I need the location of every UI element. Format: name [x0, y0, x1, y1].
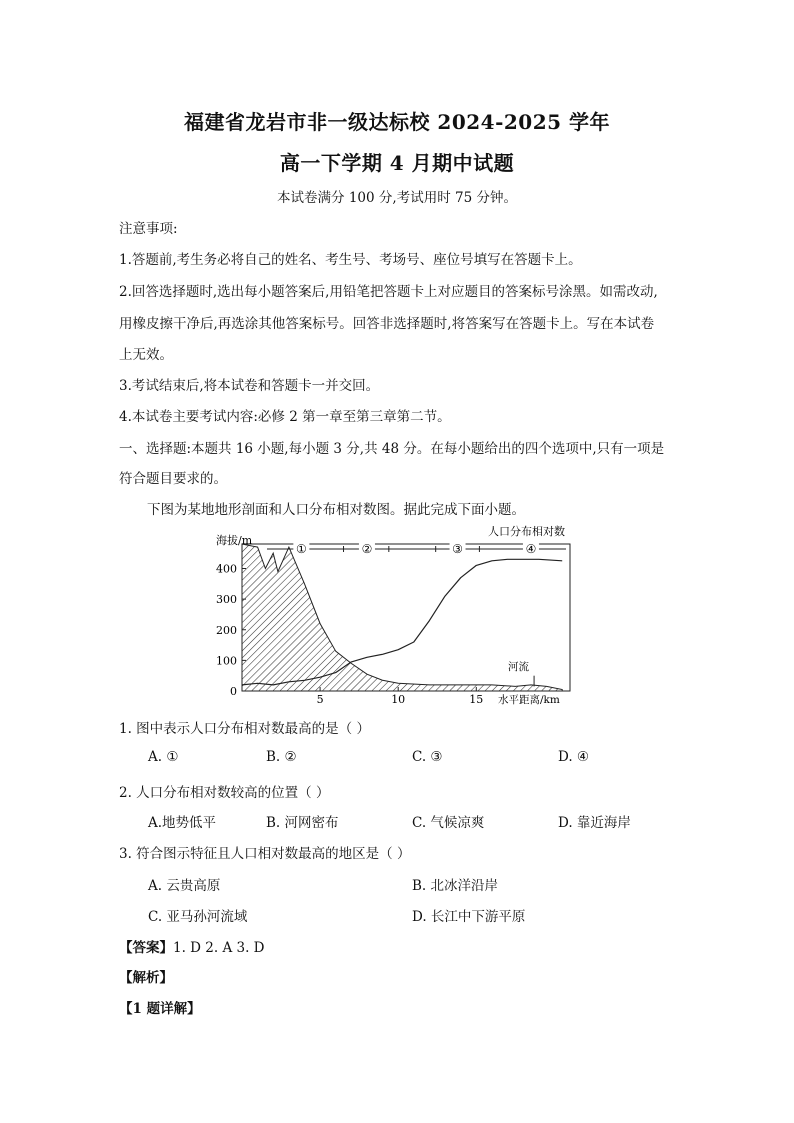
- figure-intro: 下图为某地地形剖面和人口分布相对数图。据此完成下面小题。: [147, 502, 525, 518]
- note-item-2-line-3: 上无效。: [119, 347, 173, 363]
- x-tick-label: 15: [469, 693, 484, 706]
- river-label: 河流: [508, 661, 529, 673]
- title-line-1: 福建省龙岩市非一级达标校 2024-2025 学年: [183, 110, 611, 134]
- zone-label: ②: [361, 542, 373, 556]
- zone-label: ③: [452, 542, 463, 556]
- exam-subtitle: 本试卷满分 100 分,考试用时 75 分钟。: [277, 190, 517, 206]
- q2-option-a[interactable]: A.地势低平: [148, 815, 217, 831]
- q1-option-d[interactable]: D. ④: [558, 749, 590, 765]
- q3-option-d[interactable]: D. 长江中下游平原: [412, 909, 526, 925]
- x-tick-label: 10: [391, 693, 406, 706]
- q1-option-c[interactable]: C. ③: [412, 749, 443, 765]
- note-item-2-line-2: 用橡皮擦干净后,再选涂其他答案标号。回答非选择题时,将答案写在答题卡上。写在本试卷: [119, 316, 655, 332]
- title-line-2: 高一下学期 4 月期中试题: [279, 151, 515, 175]
- section-instruction-line-2: 符合题目要求的。: [119, 471, 227, 487]
- note-item-4: 4.本试卷主要考试内容:必修 2 第一章至第三章第二节。: [119, 409, 451, 425]
- q3-option-c[interactable]: C. 亚马孙河流域: [148, 909, 248, 925]
- y-tick-label: 100: [216, 654, 237, 668]
- note-item-2-line-1: 2.回答选择题时,选出每小题答案后,用铅笔把答题卡上对应题目的答案标号涂黑。如需改动,: [119, 284, 658, 300]
- y-tick-label: 400: [216, 562, 237, 576]
- question-2-stem: 2. 人口分布相对数较高的位置（ ）: [119, 785, 330, 801]
- note-item-3: 3.考试结束后,将本试卷和答题卡一并交回。: [119, 378, 380, 394]
- q2-option-d[interactable]: D. 靠近海岸: [558, 815, 631, 831]
- section-instruction-line-1: 一、选择题:本题共 16 小题,每小题 3 分,共 48 分。在每小题给出的四个选项中,只有一项是: [119, 441, 665, 457]
- x-tick-label: 5: [316, 693, 324, 706]
- zone-label: ④: [525, 542, 537, 556]
- q2-option-c[interactable]: C. 气候凉爽: [412, 815, 485, 831]
- q1-option-a[interactable]: A. ①: [148, 749, 179, 765]
- y-tick-label: 300: [216, 593, 237, 607]
- y-tick-label: 0: [230, 685, 237, 698]
- terrain-population-figure: [210, 520, 590, 710]
- q3-option-b[interactable]: B. 北冰洋沿岸: [412, 878, 499, 894]
- question-1-stem: 1. 图中表示人口分布相对数最高的是（ ）: [119, 721, 370, 737]
- question-3-stem: 3. 符合图示特征且人口相对数最高的地区是（ ）: [119, 846, 411, 862]
- analysis-heading: 【解析】: [119, 970, 173, 986]
- y-axis-label: 海拔/m: [216, 534, 253, 547]
- answer-values: 1. D 2. A 3. D: [173, 940, 265, 956]
- population-label: 人口分布相对数: [488, 525, 565, 538]
- zone-label: ①: [295, 542, 307, 556]
- note-item-1: 1.答题前,考生务必将自己的姓名、考生号、考场号、座位号填写在答题卡上。: [119, 252, 582, 268]
- y-tick-label: 200: [216, 623, 237, 637]
- q1-detail-heading: 【1 题详解】: [119, 1001, 201, 1017]
- notes-heading: 注意事项:: [119, 221, 178, 237]
- answer-line: [119, 936, 265, 956]
- q1-option-b[interactable]: B. ②: [266, 749, 297, 765]
- answer-label: 【答案】: [119, 940, 173, 956]
- q2-option-b[interactable]: B. 河网密布: [266, 815, 339, 831]
- q3-option-a[interactable]: A. 云贵高原: [148, 878, 221, 894]
- x-axis-label: 水平距离/km: [498, 694, 560, 706]
